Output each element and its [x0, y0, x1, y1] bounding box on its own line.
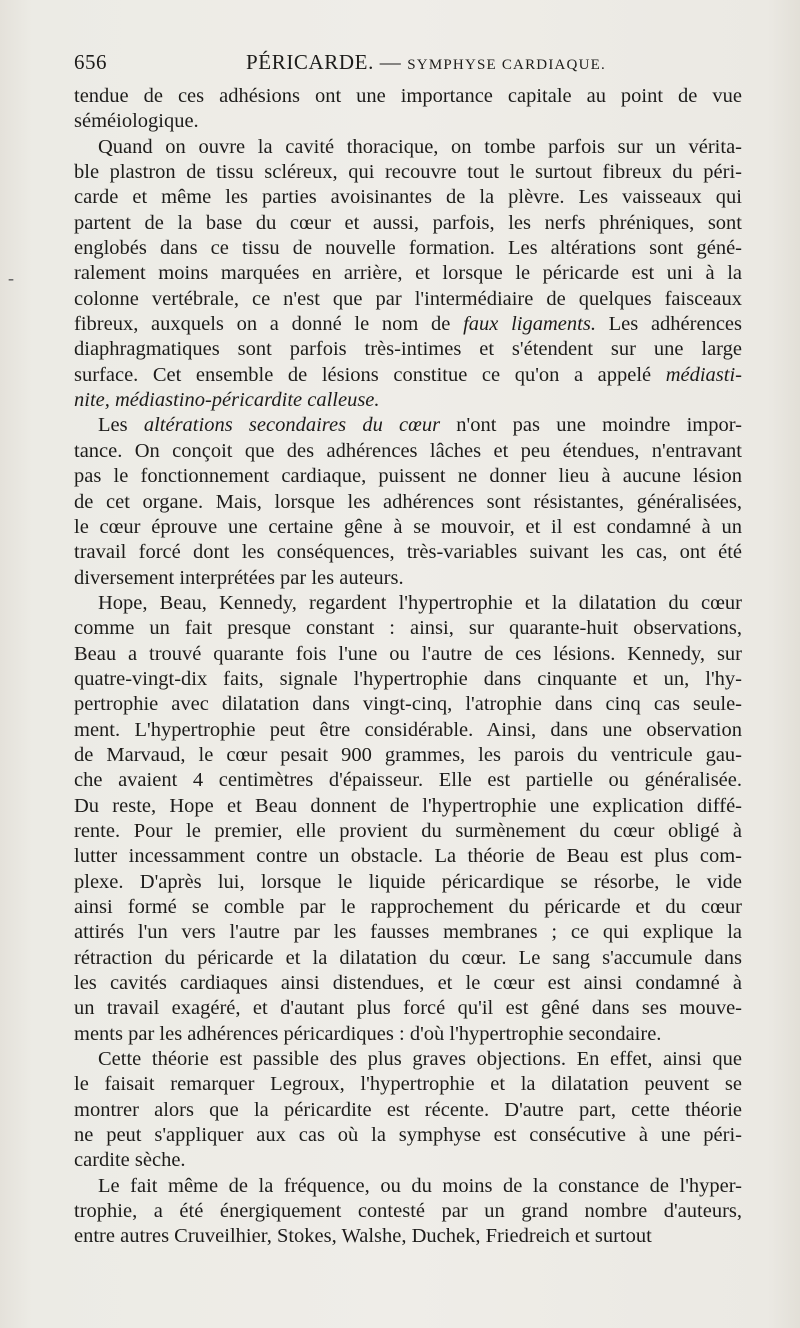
text-line [74, 870, 742, 895]
text-line [74, 1072, 742, 1097]
text-line [74, 135, 742, 160]
line-text: colonne vertébrale, ce n'est que par l'intermédiaire de quelques faisceaux [74, 287, 742, 310]
running-head-subtitle: SYMPHYSE CARDIAQUE. [407, 57, 606, 73]
line-text: cardite sèche. [74, 1149, 186, 1172]
text-line [74, 566, 742, 591]
line-text: ments par les adhérences péricardiques : d'où l'hypertrophie secondaire. [74, 1022, 662, 1045]
paragraph [74, 1174, 742, 1250]
text-line [74, 591, 742, 616]
text-line [74, 718, 742, 743]
line-text: pertrophie avec dilatation dans vingt-cinq, l'atrophie dans cinq cas seule- [74, 693, 742, 716]
line-text: n'ont pas une moindre impor- [440, 414, 742, 437]
text-line [74, 1224, 742, 1249]
italic-text: faux ligaments. [463, 313, 596, 336]
text-line [74, 1022, 742, 1047]
text-line [74, 844, 742, 869]
running-head-separator: — [379, 50, 402, 74]
line-text: travail forcé dont les conséquences, très-variables suivant les cas, ont été [74, 541, 742, 564]
text-line [74, 768, 742, 793]
line-text: plexe. D'après lui, lorsque le liquide péricardique se résorbe, le vide [74, 870, 742, 893]
text-line [74, 185, 742, 210]
line-text: carde et même les parties avoisinantes de la plèvre. Les vaisseaux qui [74, 186, 742, 209]
text-line [74, 895, 742, 920]
line-text: rétraction du péricarde et la dilatation du cœur. Le sang s'accumule dans [74, 946, 742, 969]
text-line [74, 109, 742, 134]
text-line [74, 1174, 742, 1199]
line-text: attirés l'un vers l'autre par les fausses membranes ; ce qui explique la [74, 921, 742, 944]
text-line [74, 261, 742, 286]
line-text: le cœur éprouve une certaine gêne à se mouvoir, et il est condamné à un [74, 515, 742, 538]
line-text: montrer alors que la péricardite est récente. D'autre part, cette théorie [74, 1098, 742, 1121]
line-text: pas le fonctionnement cardiaque, puissent ne donner lieu à aucune lésion [74, 465, 742, 488]
text-line [74, 920, 742, 945]
line-text: lutter incessamment contre un obstacle. La théorie de Beau est plus com- [74, 845, 742, 868]
line-text: comme un fait presque constant : ainsi, sur quarante-huit observations, [74, 617, 742, 640]
line-text: surface. Cet ensemble de lésions constitue ce qu'on a appelé [74, 363, 666, 386]
line-text: un travail exagéré, et d'autant plus forcé qu'il est gêné dans ses mouve- [74, 997, 742, 1020]
text-line [74, 515, 742, 540]
line-text: ment. L'hypertrophie peut être considérable. Ainsi, dans une observation [74, 718, 742, 741]
line-text: les cavités cardiaques ainsi distendues, et le cœur est ainsi condamné à [74, 972, 742, 995]
text-line [74, 464, 742, 489]
line-text: ainsi formé se comble par le rapprochement du péricarde et du cœur [74, 896, 742, 918]
line-text: de cet organe. Mais, lorsque les adhérences sont résistantes, généralisées, [74, 490, 742, 513]
text-line [74, 337, 742, 362]
line-text: englobés dans ce tissu de nouvelle formation. Les altérations sont géné- [74, 237, 742, 260]
text-line [74, 692, 742, 717]
running-head [246, 50, 606, 75]
page-number: 656 [74, 50, 107, 74]
line-text: tance. On conçoit que des adhérences lâches et peu étendues, n'entravant [74, 439, 742, 462]
page-header [74, 50, 742, 80]
text-line [74, 363, 742, 388]
line-text: entre autres Cruveilhier, Stokes, Walshe, Duchek, Friedreich et surtout [74, 1225, 652, 1248]
text-line [74, 160, 742, 185]
line-text: séméiologique. [74, 110, 199, 133]
margin-mark: - [8, 268, 14, 288]
text-line [74, 971, 742, 996]
text-line [74, 388, 742, 413]
running-head-title: PÉRICARDE. [246, 50, 374, 74]
line-text: Hope, Beau, Kennedy, regardent l'hypertrophie et la dilatation du cœur [98, 591, 742, 614]
paragraph [74, 84, 742, 135]
line-text: Beau a trouvé quarante fois l'une ou l'autre de ces lésions. Kennedy, sur [74, 642, 742, 665]
text-line [74, 1123, 742, 1148]
line-text: diaphragmatiques sont parfois très-intimes et s'étendent sur une large [74, 338, 742, 361]
line-text: partent de la base du cœur et aussi, parfois, les nerfs phréniques, sont [74, 211, 742, 234]
text-line [74, 743, 742, 768]
line-text: ble plastron de tissu scléreux, qui recouvre tout le surtout fibreux du péri- [74, 161, 742, 184]
text-line [74, 616, 742, 641]
text-line [74, 287, 742, 312]
line-text: de Marvaud, le cœur pesait 900 grammes, les parois du ventricule gau- [74, 743, 742, 766]
line-text: Cette théorie est passible des plus graves objections. En effet, ainsi que [98, 1048, 742, 1071]
line-text: Quand on ouvre la cavité thoracique, on tombe parfois sur un vérita- [98, 135, 742, 158]
line-text: rente. Pour le premier, elle provient du surmènement du cœur obligé à [74, 819, 742, 842]
text-line [74, 642, 742, 667]
text-line [74, 1148, 742, 1173]
italic-text: médiasti- [665, 363, 742, 386]
text-line [74, 540, 742, 565]
line-text: Les adhérences [595, 313, 743, 336]
line-text: Le fait même de la fréquence, ou du moins de la constance de l'hyper- [98, 1174, 742, 1197]
text-line [74, 1199, 742, 1224]
line-text: diversement interprétées par les auteurs. [74, 566, 404, 589]
line-text: Du reste, Hope et Beau donnent de l'hypertrophie une explication diffé- [74, 794, 742, 817]
text-line [74, 413, 742, 438]
italic-text: altérations secondaires du cœur [143, 414, 441, 437]
line-text: quatre-vingt-dix faits, signale l'hypertrophie dans cinquante et un, l'hy- [74, 667, 742, 690]
text-line [74, 490, 742, 515]
paragraph [74, 591, 742, 1047]
paragraph [74, 1047, 742, 1174]
line-text: tendue de ces adhésions ont une importance capitale au point de vue [74, 85, 742, 107]
text-line [74, 996, 742, 1021]
line-text: ne peut s'appliquer aux cas où la symphyse est consécutive à une péri- [74, 1124, 742, 1147]
line-text: le faisait remarquer Legroux, l'hypertrophie et la dilatation peuvent se [74, 1073, 742, 1096]
paragraph [74, 135, 742, 414]
text-line [74, 946, 742, 971]
text-line [74, 819, 742, 844]
text-line [74, 211, 742, 236]
line-text: ralement moins marquées en arrière, et lorsque le péricarde est uni à la [74, 262, 742, 285]
line-text: Les [98, 414, 144, 437]
line-text: trophie, a été énergiquement contesté par un grand nombre d'auteurs, [74, 1200, 742, 1223]
body-text [74, 84, 742, 1250]
text-line [74, 439, 742, 464]
paragraph [74, 413, 742, 590]
line-text: fibreux, auxquels on a donné le nom de [74, 313, 464, 336]
text-line [74, 1098, 742, 1123]
line-text: che avaient 4 centimètres d'épaisseur. Elle est partielle ou généralisée. [74, 769, 742, 792]
text-line [74, 84, 742, 109]
text-line [74, 236, 742, 261]
italic-text: nite, médiastino-péricardite calleuse. [74, 389, 380, 412]
text-line [74, 667, 742, 692]
text-line [74, 1047, 742, 1072]
text-line [74, 312, 742, 337]
text-line [74, 794, 742, 819]
